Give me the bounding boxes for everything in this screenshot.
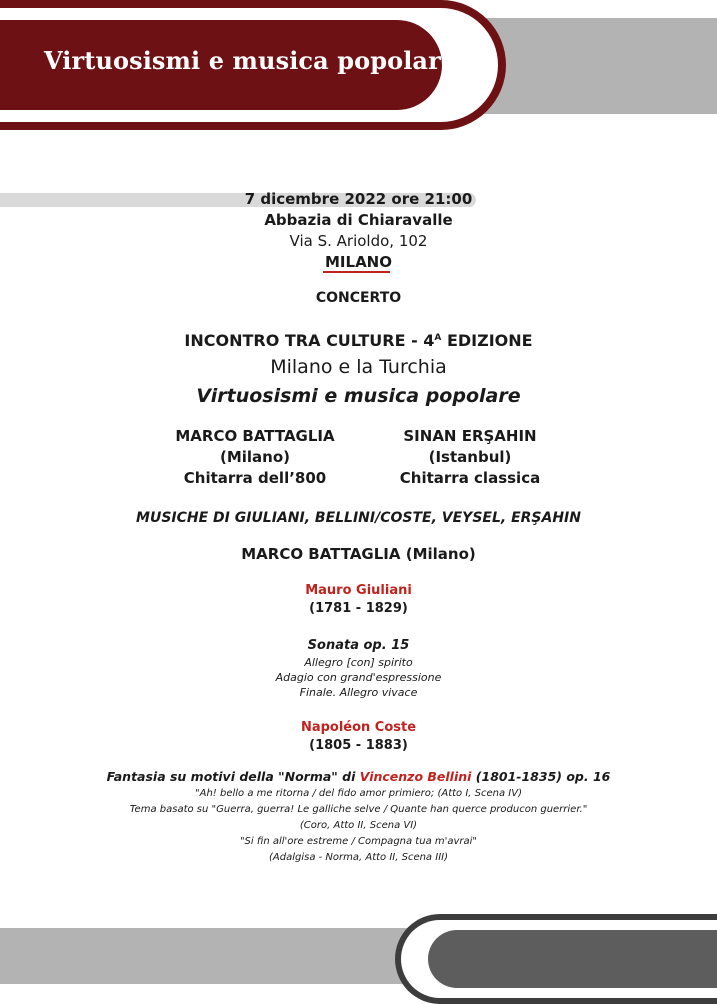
work-title-pre: Fantasia su motivi della "Norma" di <box>106 769 360 784</box>
composer-dates: (1781 - 1829) <box>309 601 408 616</box>
composer-name: Mauro Giuliani <box>305 583 412 598</box>
city-underline <box>323 271 390 273</box>
work-note: "Si fin all'ore estreme / Compagna tua m'avrai" <box>239 836 478 847</box>
work-title-composer: Vincenzo Bellini <box>359 769 472 784</box>
event-address: Via S. Arioldo, 102 <box>289 232 428 250</box>
movement: Allegro [con] spirito <box>304 656 413 669</box>
composer-dates: (1805 - 1883) <box>309 738 408 753</box>
event-venue: Abbazia di Chiaravalle <box>264 211 453 229</box>
edition-main: INCONTRO TRA CULTURE - 4 <box>184 331 435 350</box>
work-title: Sonata op. 15 <box>307 638 410 653</box>
music-list: MUSICHE DI GIULIANI, BELLINI/COSTE, VEYSEL, ERŞAHIN <box>136 510 581 526</box>
performer-left <box>160 426 350 489</box>
performer-right <box>375 426 565 489</box>
concert-subtitle: Milano e la Turchia <box>270 356 447 378</box>
concert-edition <box>0 331 717 350</box>
movement: Finale. Allegro vivace <box>299 686 418 699</box>
performer-name: SINAN ERŞAHIN <box>403 427 537 445</box>
movement: Adagio con grand'espressione <box>275 671 442 684</box>
work-title <box>0 769 717 784</box>
performer-instrument: Chitarra dell’800 <box>183 469 327 487</box>
work-note: (Coro, Atto II, Scena VI) <box>299 820 418 831</box>
performer-instrument: Chitarra classica <box>399 469 541 487</box>
work-note: "Ah! bello a me ritorna / del fido amor primiero; (Atto I, Scena IV) <box>195 788 522 799</box>
event-city: MILANO <box>325 253 392 271</box>
work-note: (Adalgisa - Norma, Atto II, Scena III) <box>269 852 448 863</box>
performer-origin: (Milano) <box>219 448 291 466</box>
edition-tail: EDIZIONE <box>441 331 533 350</box>
page-title: Virtuosismi e musica popolare <box>44 46 457 75</box>
program-performer-heading: MARCO BATTAGLIA (Milano) <box>241 545 476 563</box>
footer-banner <box>428 930 717 988</box>
performer-name: MARCO BATTAGLIA <box>175 427 335 445</box>
work-title-post: (1801-1835) op. 16 <box>471 769 611 784</box>
work-note: Tema basato su "Guerra, guerra! Le galliche selve / Quante han querce producon guerrier." <box>129 804 588 815</box>
composer-name: Napoléon Coste <box>300 720 417 735</box>
concert-title: Virtuosismi e musica popolare <box>196 385 521 407</box>
performer-origin: (Istanbul) <box>428 448 512 466</box>
footer-grey-band <box>0 928 410 984</box>
event-date: 7 dicembre 2022 ore 21:00 <box>244 190 473 208</box>
edition-superscript: A <box>434 333 442 343</box>
concert-label: CONCERTO <box>315 290 402 306</box>
